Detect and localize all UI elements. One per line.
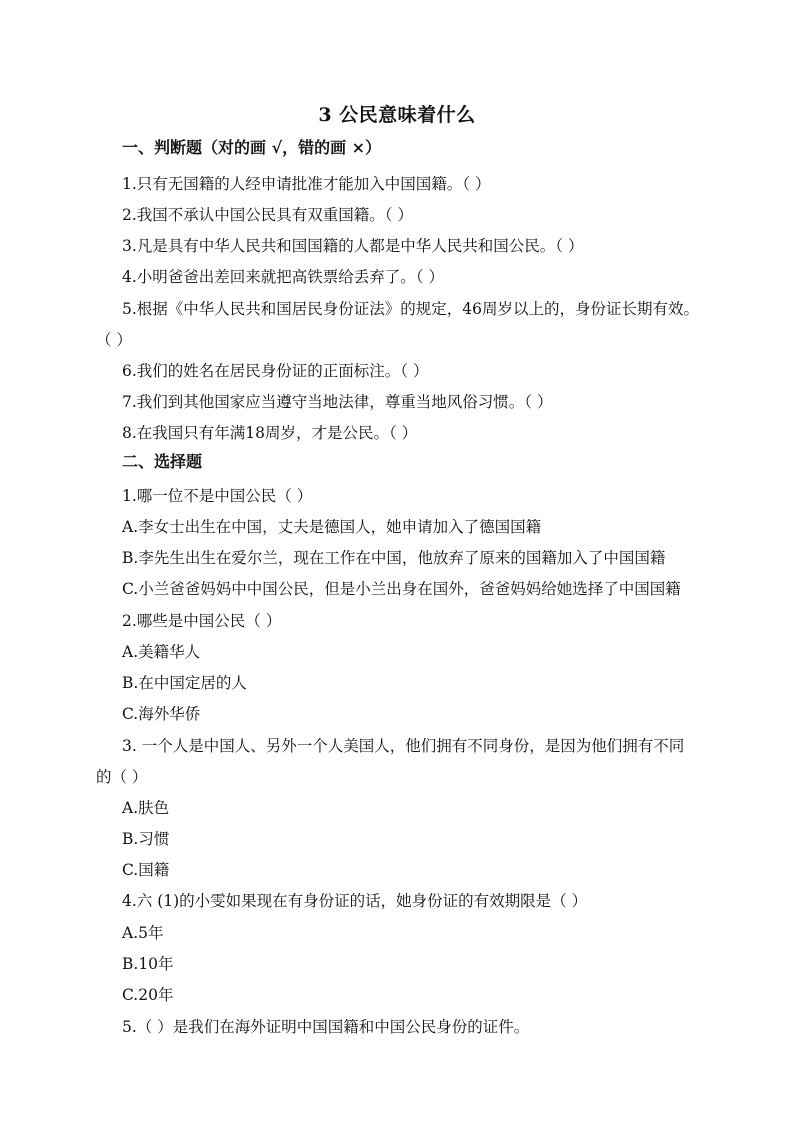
mc-q3-option-b: B.习惯 (122, 830, 170, 848)
mc-q1-option-b: B.李先生出生在爱尔兰，现在工作在中国，他放弃了原来的国籍加入了中国国籍 (122, 549, 666, 567)
tf-question-8: 8.在我国只有年满18周岁，才是公民。（ ） (122, 424, 418, 442)
mc-question-1: 1.哪一位不是中国公民（ ） (122, 487, 313, 505)
mc-question-3-continuation: 的（ ） (96, 768, 148, 786)
tf-question-5-continuation: （ ） (96, 331, 132, 349)
tf-question-3: 3.凡是具有中华人民共和国国籍的人都是中华人民共和国公民。（ ） (122, 237, 584, 255)
mc-q2-option-b: B.在中国定居的人 (122, 674, 247, 692)
mc-question-3: 3. 一个人是中国人、另外一个人美国人，他们拥有不同身份，是因为他们拥有不同 (122, 737, 685, 755)
tf-question-6: 6.我们的姓名在居民身份证的正面标注。（ ） (122, 362, 429, 380)
tf-question-7: 7.我们到其他国家应当遵守当地法律，尊重当地风俗习惯。（ ） (122, 393, 553, 411)
mc-q1-option-a: A.李女士出生在中国，丈夫是德国人，她申请加入了德国国籍 (122, 518, 542, 536)
mc-q1-option-c: C.小兰爸爸妈妈中中国公民，但是小兰出身在国外，爸爸妈妈给她选择了中国国籍 (122, 580, 681, 598)
mc-question-5: 5.（ ）是我们在海外证明中国国籍和中国公民身份的证件。 (122, 1018, 530, 1036)
mc-question-4: 4.六 (1)的小雯如果现在有身份证的话，她身份证的有效期限是（ ） (122, 892, 588, 910)
mc-q3-option-a: A.肤色 (122, 799, 170, 817)
section-heading-choice: 二、选择题 (122, 452, 203, 471)
tf-question-1: 1.只有无国籍的人经申请批准才能加入中国国籍。（ ） (122, 175, 491, 193)
mc-q4-option-b: B.10年 (122, 955, 174, 973)
mc-question-2: 2.哪些是中国公民（ ） (122, 612, 282, 630)
mc-q2-option-c: C.海外华侨 (122, 705, 201, 723)
section-heading-true-false: 一、判断题（对的画 √，错的画 ×） (122, 138, 382, 157)
tf-question-4: 4.小明爸爸出差回来就把高铁票给丢弃了。（ ） (122, 268, 444, 286)
tf-question-2: 2.我国不承认中国公民具有双重国籍。（ ） (122, 206, 413, 224)
mc-q4-option-a: A.5年 (122, 924, 164, 942)
tf-question-5: 5.根据《中华人民共和国居民身份证法》的规定，46周岁以上的，身份证长期有效。 (122, 300, 700, 318)
mc-q3-option-c: C.国籍 (122, 861, 170, 879)
page-title: 3 公民意味着什么 (318, 104, 476, 126)
mc-q2-option-a: A.美籍华人 (122, 643, 201, 661)
mc-q4-option-c: C.20年 (122, 986, 174, 1004)
